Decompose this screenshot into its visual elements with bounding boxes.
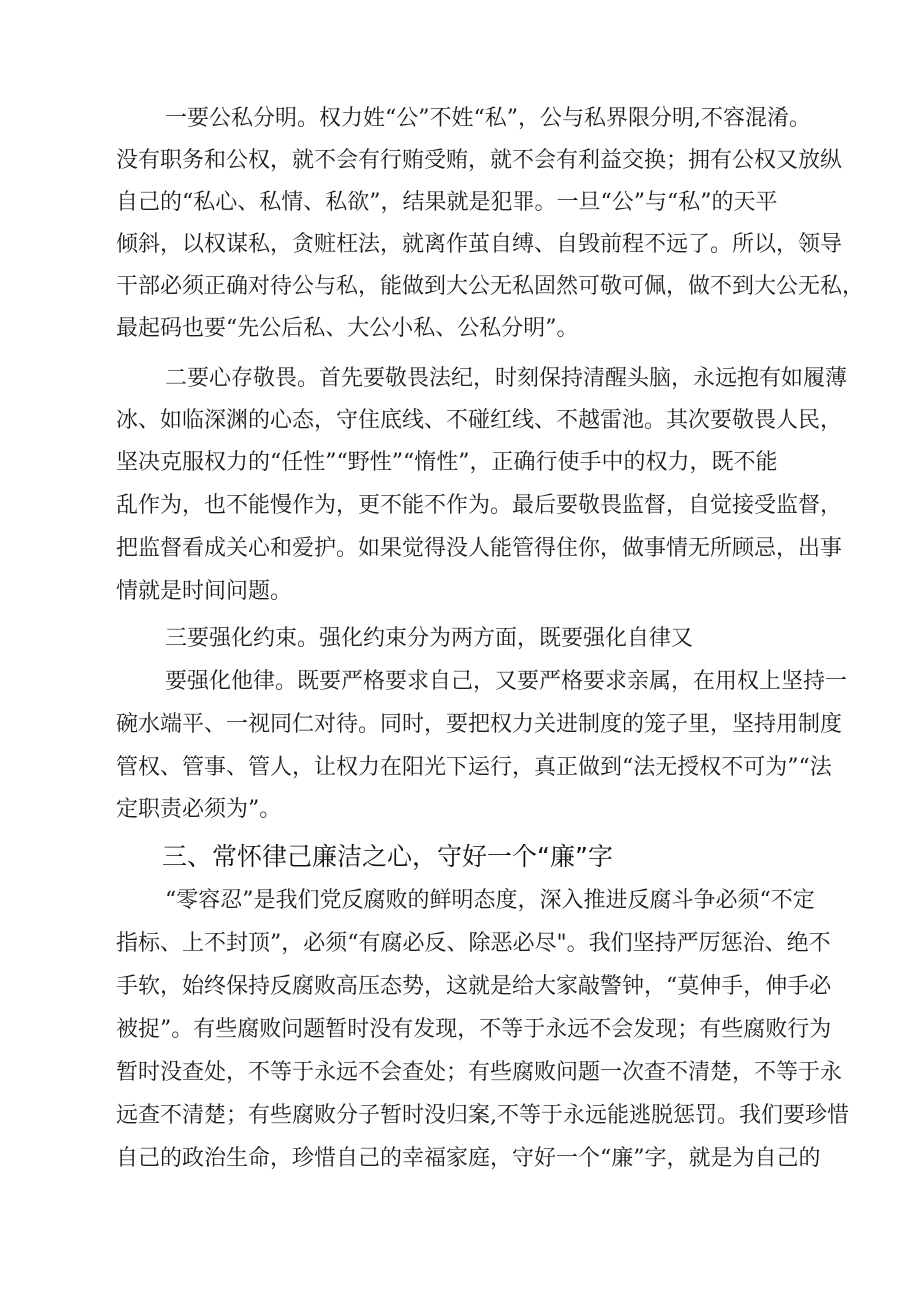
paragraph-1-line-1: 一要公私分明。权力姓“公”不姓“私”，公与私界限分明,不容混淆。 xyxy=(165,106,811,131)
paragraph-3-line-4: 管权、管事、管人，让权力在阳光下运行，真正做到“法无授权不可为”“法 xyxy=(116,755,832,780)
paragraph-1-line-4: 倾斜，以权谋私，贪赃枉法，就离作茧自缚、自毁前程不远了。所以，领导 xyxy=(116,232,843,257)
paragraph-2-line-1: 二要心存敬畏。首先要敬畏法纪，时刻保持清醒头脑，永远抱有如履薄 xyxy=(165,366,848,391)
paragraph-4-line-7: 自己的政治生命，珍惜自己的幸福家庭，守好一个“廉”字，就是为自己的 xyxy=(116,1146,821,1171)
paragraph-3-line-2: 要强化他律。既要严格要求自己，又要严格要求亲属，在用权上坚持一 xyxy=(165,669,848,694)
paragraph-4-line-1: “零容忍”是我们党反腐败的鲜明态度，深入推进反腐斗争必须“不定 xyxy=(165,888,815,913)
paragraph-4-line-6: 远查不清楚；有些腐败分子暂时没归案,不等于永远能逃脱惩罚。我们要珍惜 xyxy=(116,1103,849,1128)
paragraph-4-line-5: 暂时没查处，不等于永远不会查处；有些腐败问题一次查不清楚，不等于永 xyxy=(116,1060,843,1085)
paragraph-2-line-2: 冰、如临深渊的心态，守住底线、不碰红线、不越雷池。其次要敬畏人民， xyxy=(116,408,843,433)
section-heading: 三、常怀律己廉洁之心，守好一个“廉”字 xyxy=(162,842,613,871)
paragraph-2-line-3: 坚决克服权力的“任性”“野性”“惰性”，正确行使手中的权力，既不能 xyxy=(116,450,778,475)
paragraph-1-line-6: 最起码也要“先公后私、大公小私、公私分明”。 xyxy=(116,316,579,341)
paragraph-3-line-3: 碗水端平、一视同仁对待。同时，要把权力关进制度的笼子里，坚持用制度 xyxy=(116,712,843,737)
paragraph-4-line-4: 被捉”。有些腐败问题暂时没有发现，不等于永远不会发现；有些腐败行为 xyxy=(116,1017,832,1042)
paragraph-3-line-1: 三要强化约束。强化约束分为两方面，既要强化自律又 xyxy=(165,626,694,651)
paragraph-4-line-3: 手软，始终保持反腐败高压态势，这就是给大家敲警钟，“莫伸手，伸手必 xyxy=(116,974,832,999)
paragraph-4-line-2: 指标、上不封顶”，必须“有腐必反、除恶必尽"。我们坚持严厉惩治、绝不 xyxy=(116,931,831,956)
paragraph-2-line-5: 把监督看成关心和爱护。如果觉得没人能管得住你，做事情无所顾忌，出事 xyxy=(116,536,843,561)
paragraph-1-line-3: 自己的“私心、私情、私欲”，结果就是犯罪。一旦“公”与“私”的天平 xyxy=(116,190,778,215)
paragraph-3-line-5: 定职责必须为”。 xyxy=(116,797,282,822)
paragraph-2-line-4: 乱作为，也不能慢作为，更不能不作为。最后要敬畏监督，自觉接受监督， xyxy=(116,493,843,518)
paragraph-2-line-6: 情就是时间问题。 xyxy=(116,579,293,604)
paragraph-1-line-2: 没有职务和公权，就不会有行贿受贿，就不会有利益交换；拥有公权又放纵 xyxy=(116,148,843,173)
paragraph-1-line-5: 干部必须正确对待公与私，能做到大公无私固然可敬可佩，做不到大公无私， xyxy=(116,274,865,299)
